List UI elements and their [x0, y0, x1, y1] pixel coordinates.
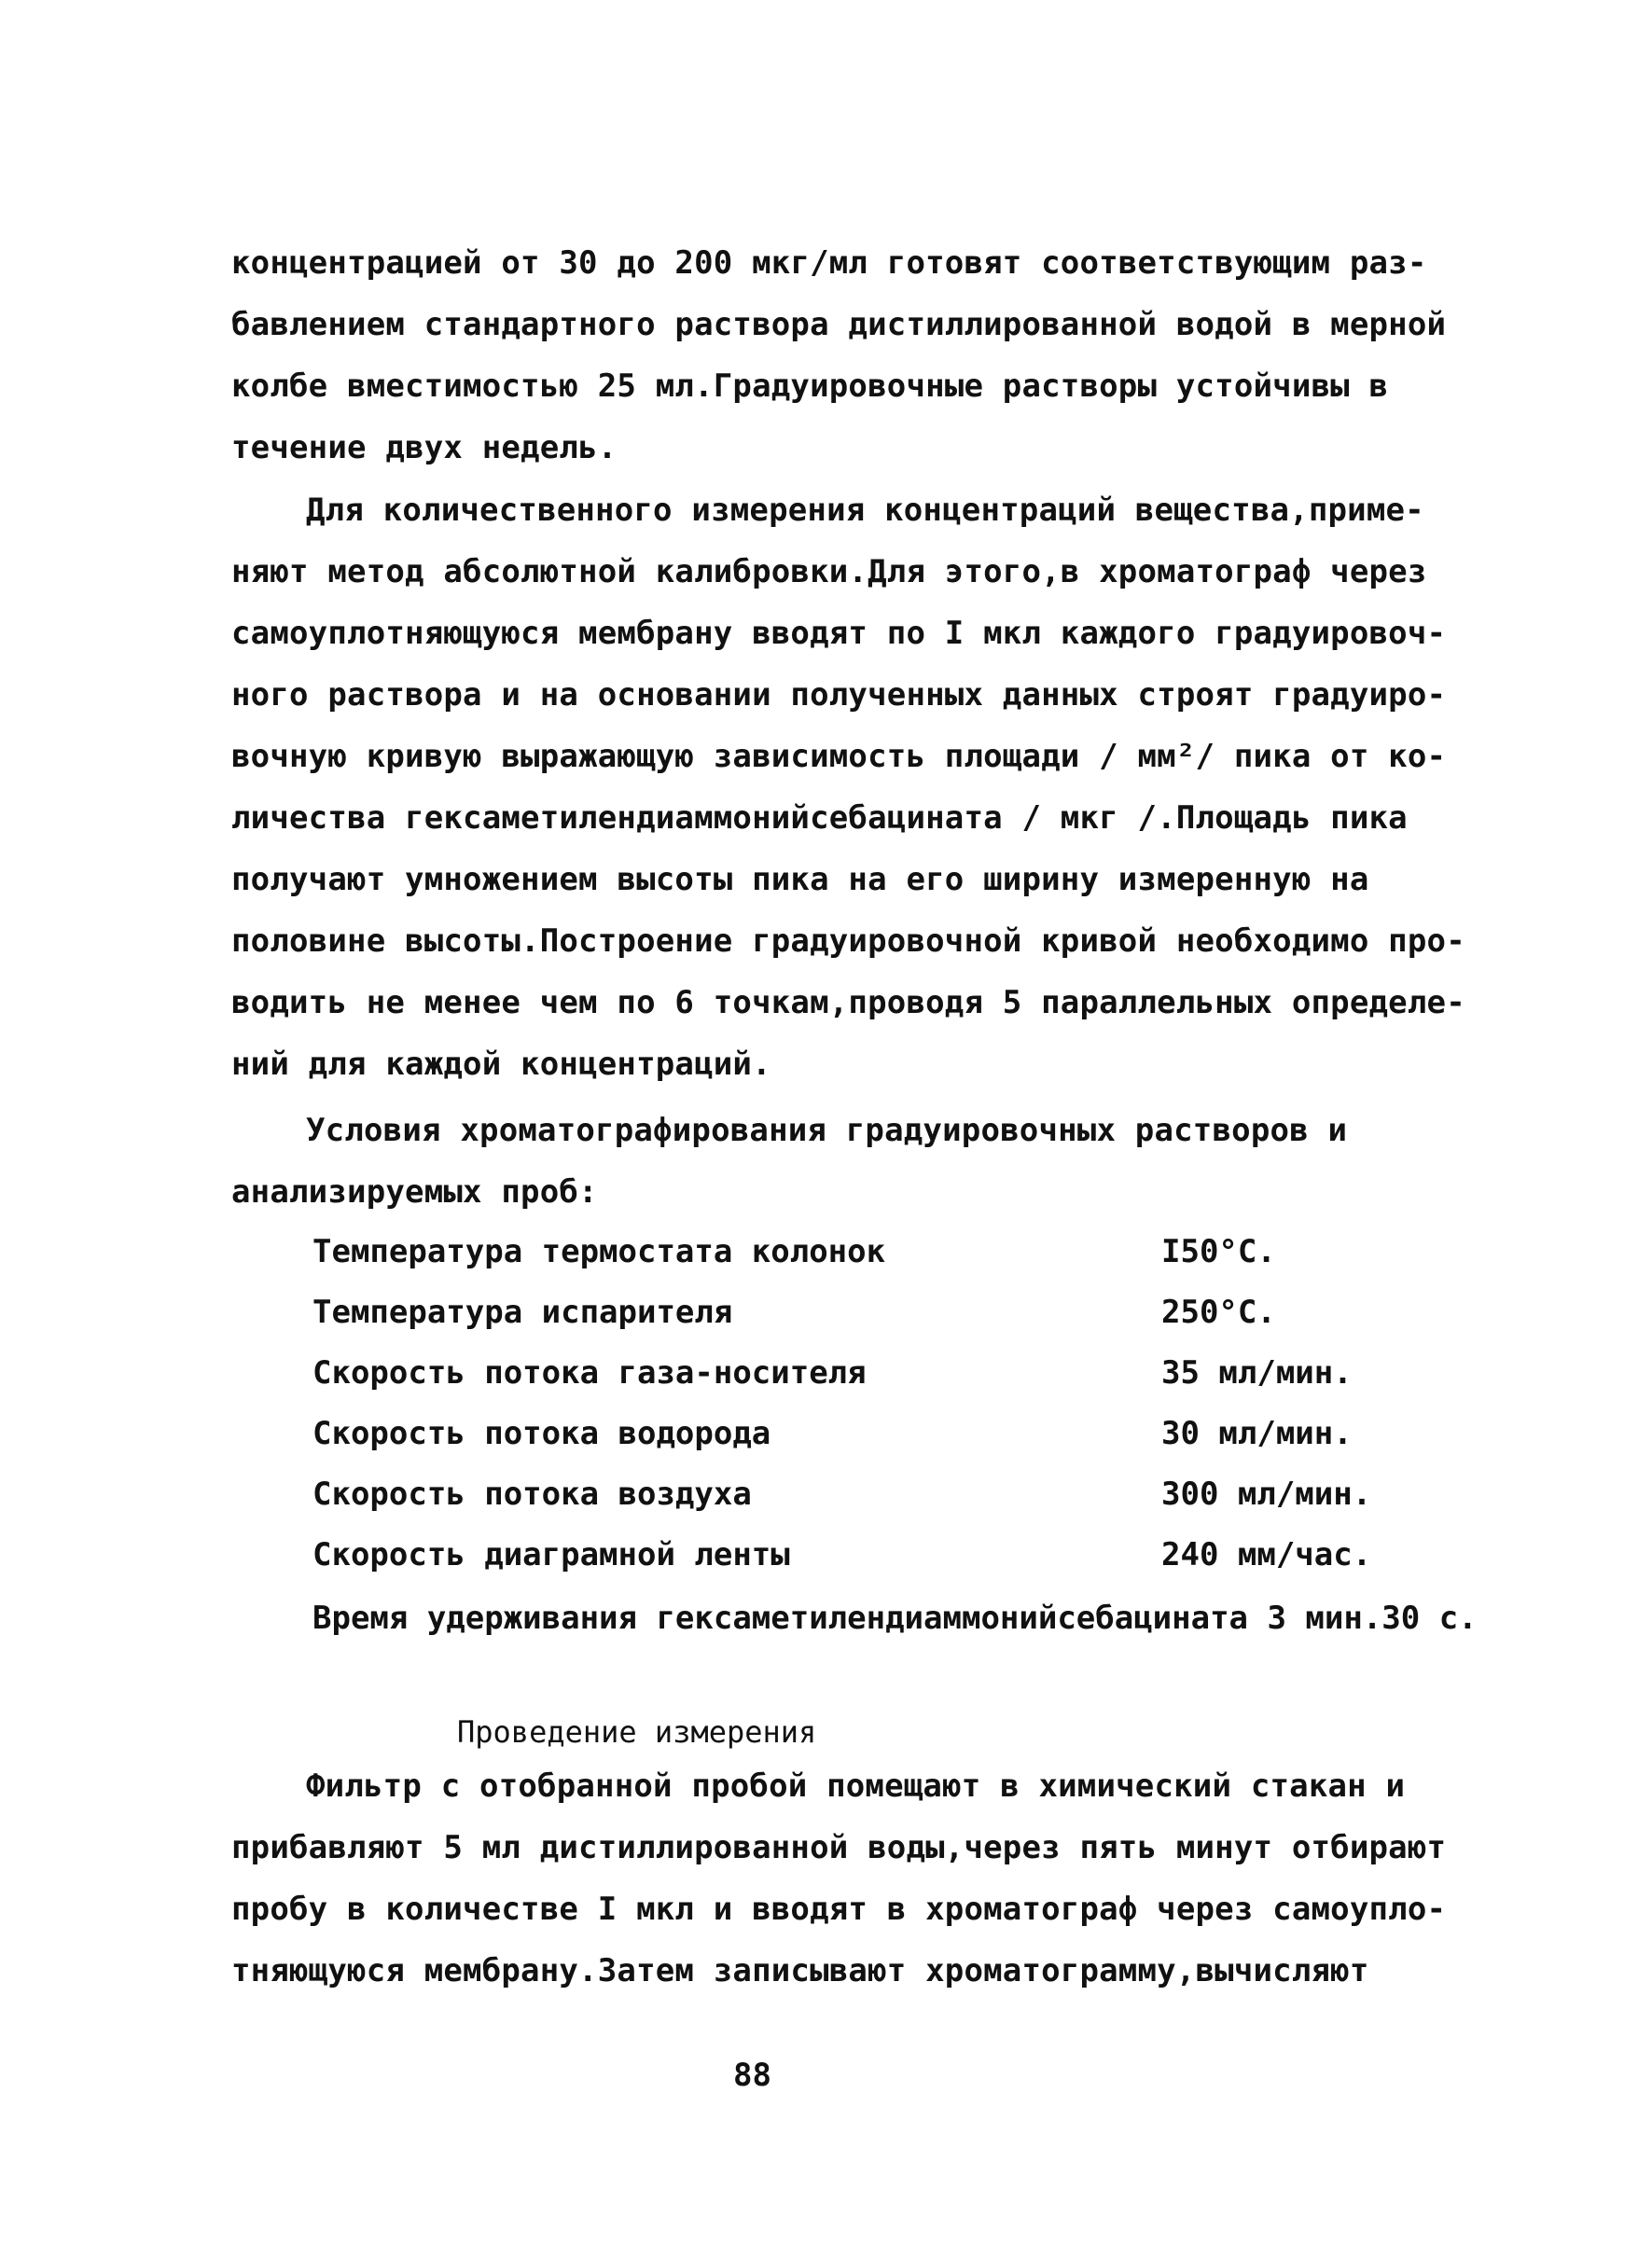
condition-value: 250°С. — [1161, 1294, 1276, 1331]
condition-label: Скорость потока водорода — [312, 1415, 771, 1452]
paragraph-line: ного раствора и на основании полученных данных строят градуиро- — [231, 676, 1447, 714]
paragraph-line: бавлением стандартного раствора дистиллированной водой в мерной — [231, 306, 1447, 343]
paragraph-line: анализируемых проб: — [231, 1173, 598, 1211]
retention-time: Время удерживания гексаметилендиаммонийсебацината 3 мин.30 с. — [312, 1600, 1478, 1637]
condition-value: 300 мл/мин. — [1161, 1476, 1372, 1513]
paragraph-line: колбе вместимостью 25 мл.Градуировочные растворы устойчивы в — [231, 367, 1389, 405]
condition-label: Скорость потока газа-носителя — [312, 1354, 867, 1392]
paragraph-line: пробу в количестве I мкл и вводят в хроматограф через самоупло- — [231, 1891, 1447, 1928]
paragraph-line: получают умножением высоты пика на его ширину измеренную на — [231, 861, 1369, 898]
paragraph-line: няют метод абсолютной калибровки.Для этого,в хроматограф через — [231, 553, 1427, 590]
condition-value: 240 мм/час. — [1161, 1536, 1372, 1573]
section-title: Проведение измерения — [457, 1714, 817, 1750]
paragraph-line: тняющуюся мембрану.Затем записывают хроматограмму,вычисляют — [231, 1952, 1369, 1989]
condition-value: 30 мл/мин. — [1161, 1415, 1353, 1452]
paragraph-line: Для количественного измерения концентраций вещества,приме- — [306, 492, 1424, 529]
paragraph-3 — [231, 1112, 1435, 1217]
paragraph-line: прибавляют 5 мл дистиллированной воды,через пять минут отбирают — [231, 1829, 1447, 1866]
paragraph-1 — [231, 244, 1447, 471]
paragraph-line: течение двух недель. — [231, 429, 618, 466]
paragraph-line: водить не менее чем по 6 точкам,проводя 5 параллельных определе- — [231, 984, 1465, 1021]
paragraph-line: Условия хроматографирования градуировочных растворов и — [306, 1112, 1348, 1149]
paragraph-line: вочную кривую выражающую зависимость площади / мм²/ пика от ко- — [231, 738, 1447, 775]
condition-value: I50°С. — [1161, 1233, 1276, 1270]
condition-label: Скорость потока воздуха — [312, 1476, 752, 1513]
page-number: 88 — [733, 2057, 771, 2094]
condition-label: Температура термостата колонок — [312, 1233, 886, 1270]
paragraph-line: половине высоты.Построение градуировочной кривой необходимо про- — [231, 922, 1465, 960]
paragraph-line: личества гексаметилендиаммонийсебацината / мкг /.Площадь пика — [231, 799, 1408, 837]
paragraph-line: концентрацией от 30 до 200 мкг/мл готовят соответствующим раз- — [231, 244, 1427, 282]
paragraph-line: самоуплотняющуюся мембрану вводят по I мкл каждого градуировоч- — [231, 615, 1447, 652]
condition-label: Скорость диаграмной ленты — [312, 1536, 790, 1573]
paragraph-line: ний для каждой концентраций. — [231, 1046, 771, 1083]
paragraph-4 — [231, 1767, 1447, 2003]
paragraph-line: Фильтр с отобранной пробой помещают в химический стакан и — [306, 1767, 1406, 1805]
condition-value: 35 мл/мин. — [1161, 1354, 1353, 1392]
condition-label: Температура испарителя — [312, 1294, 733, 1331]
paragraph-2 — [231, 492, 1465, 1101]
